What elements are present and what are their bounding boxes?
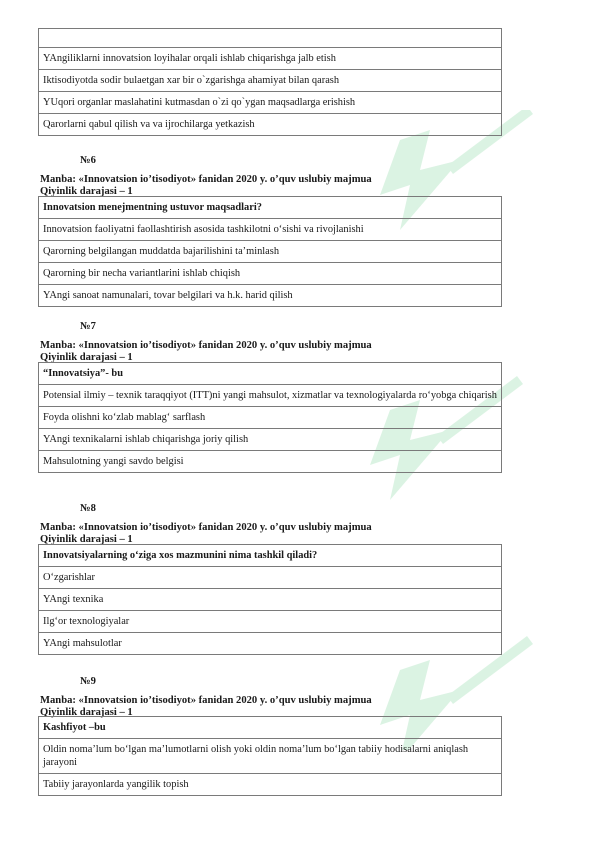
answer-cell: Potensial ilmiy – texnik taraqqiyot (ITT)ni yangi mahsulot, xizmatlar va texnologiyalarda ro‘yobga chiqarish bbox=[39, 385, 502, 407]
answer-cell: YAngi mahsulotlar bbox=[39, 633, 502, 655]
answer-cell: Iktisodiyotda sodir bulaetgan xar bir o`zgarishga ahamiyat bilan qarash bbox=[39, 70, 502, 92]
difficulty-line: Qiyinlik darajasi – 1 bbox=[40, 707, 133, 718]
question-header bbox=[40, 321, 372, 365]
question-text: Innovatsiyalarning o‘ziga xos mazmunini nima tashkil qiladi? bbox=[39, 545, 502, 567]
answer-cell: YAngiliklarni innovatsion loyihalar orqali ishlab chiqarishga jalb etish bbox=[39, 48, 502, 70]
answer-cell: Foyda olishni ko‘zlab mablag‘ sarflash bbox=[39, 407, 502, 429]
question-table bbox=[38, 544, 502, 655]
answer-cell: O‘zgarishlar bbox=[39, 567, 502, 589]
answer-cell bbox=[39, 29, 502, 48]
answers-table-top bbox=[38, 28, 502, 136]
question-header bbox=[40, 155, 372, 199]
answer-cell: Qarorning bir necha variantlarini ishlab chiqish bbox=[39, 263, 502, 285]
answer-cell: YAngi texnika bbox=[39, 589, 502, 611]
source-line: Manba: «Innovatsion io’tisodiyot» fanidan 2020 y. o’quv uslubiy majmua bbox=[40, 173, 372, 185]
answer-cell: Qarorlarni qabul qilish va va ijrochilarga yetkazish bbox=[39, 114, 502, 136]
answer-cell: Ilg‘or texnologiyalar bbox=[39, 611, 502, 633]
question-number: №9 bbox=[80, 676, 96, 687]
answer-cell: Oldin noma’lum bo‘lgan ma’lumotlarni olish yoki oldin noma’lum bo‘lgan tabiiy hodisalarni aniqlash jarayoni bbox=[39, 739, 502, 774]
source-line: Manba: «Innovatsion io’tisodiyot» fanidan 2020 y. o’quv uslubiy majmua bbox=[40, 521, 372, 533]
question-table bbox=[38, 362, 502, 473]
question-number: №8 bbox=[80, 503, 96, 514]
question-table bbox=[38, 716, 502, 796]
question-text: Kashfiyot –bu bbox=[39, 717, 502, 739]
answer-cell: Tabiiy jarayonlarda yangilik topish bbox=[39, 774, 502, 796]
answer-cell: YAngi texnikalarni ishlab chiqarishga joriy qilish bbox=[39, 429, 502, 451]
answer-cell: YUqori organlar maslahatini kutmasdan o`zi qo`ygan maqsadlarga erishish bbox=[39, 92, 502, 114]
answer-cell: Qarorning belgilangan muddatda bajarilishini ta’minlash bbox=[39, 241, 502, 263]
question-header bbox=[40, 676, 372, 720]
source-line: Manba: «Innovatsion io’tisodiyot» fanidan 2020 y. o’quv uslubiy majmua bbox=[40, 339, 372, 351]
difficulty-line: Qiyinlik darajasi – 1 bbox=[40, 534, 133, 545]
answer-cell: Innovatsion faoliyatni faollashtirish asosida tashkilotni o‘sishi va rivojlanishi bbox=[39, 219, 502, 241]
question-number: №7 bbox=[80, 321, 96, 332]
answer-cell: Mahsulotning yangi savdo belgisi bbox=[39, 451, 502, 473]
question-header bbox=[40, 503, 372, 547]
answer-cell: YAngi sanoat namunalari, tovar belgilari va h.k. harid qilish bbox=[39, 285, 502, 307]
question-text: Innovatsion menejmentning ustuvor maqsadlari? bbox=[39, 197, 502, 219]
question-number: №6 bbox=[80, 155, 96, 166]
question-text: “Innovatsiya”- bu bbox=[39, 363, 502, 385]
source-line: Manba: «Innovatsion io’tisodiyot» fanidan 2020 y. o’quv uslubiy majmua bbox=[40, 694, 372, 706]
difficulty-line: Qiyinlik darajasi – 1 bbox=[40, 352, 133, 363]
question-table bbox=[38, 196, 502, 307]
difficulty-line: Qiyinlik darajasi – 1 bbox=[40, 186, 133, 197]
